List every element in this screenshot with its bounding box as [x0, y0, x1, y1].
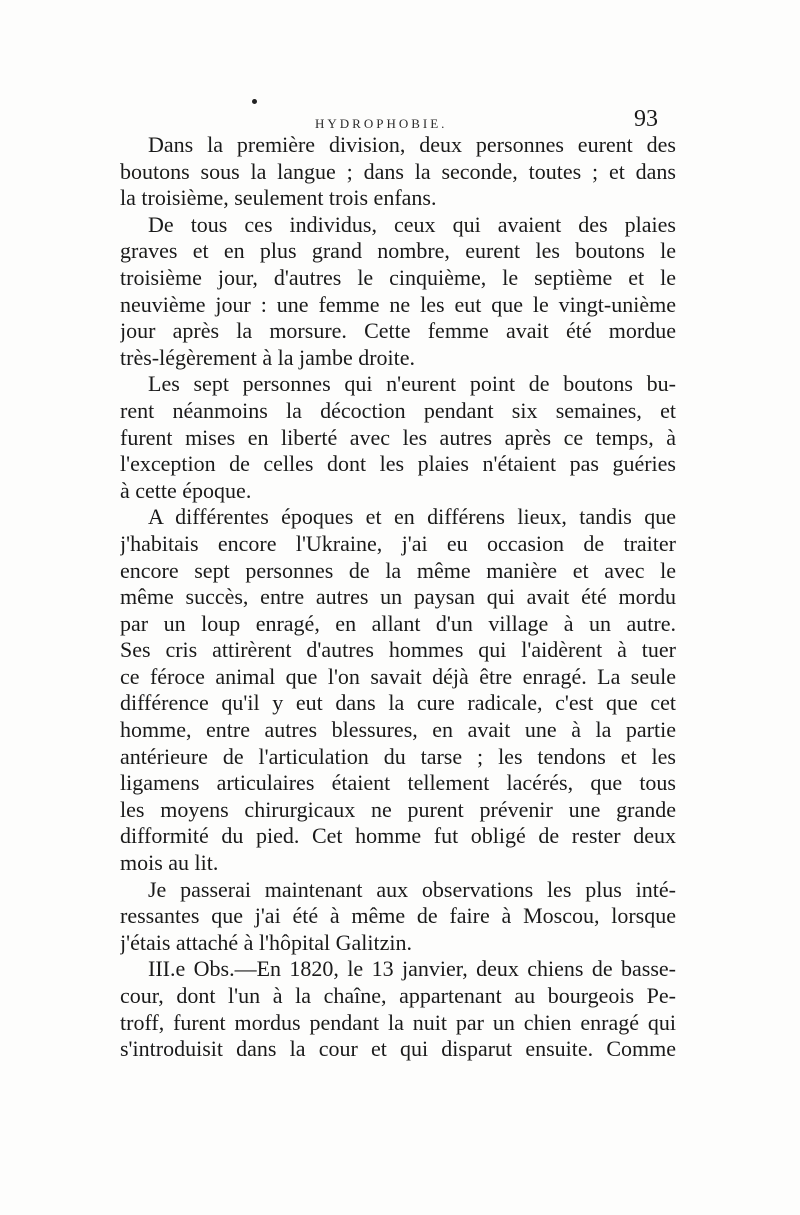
page-number: 93	[634, 106, 658, 132]
text-line: les moyens chirurgicaux ne purent prévenir une grande	[120, 796, 676, 822]
text-line: Les sept personnes qui n'eurent point de boutons bu-	[148, 371, 676, 397]
text-line: De tous ces individus, ceux qui avaient des plaies	[148, 211, 676, 237]
text-line: très-légèrement à la jambe droite.	[120, 344, 416, 370]
body-text	[120, 132, 676, 1063]
text-line: antérieure de l'articulation du tarse ; les tendons et les	[120, 743, 676, 769]
text-line: mois au lit.	[120, 850, 219, 876]
text-line: l'exception de celles dont les plaies n'étaient pas guéries	[120, 451, 676, 477]
text-line: j'habitais encore l'Ukraine, j'ai eu occasion de traiter	[120, 530, 676, 556]
text-line: ressantes que j'ai été à même de faire à Moscou, lorsque	[120, 903, 676, 929]
text-line: différence qu'il y eut dans la cure radicale, c'est que cet	[120, 690, 676, 716]
text-line: par un loup enragé, en allant d'un village à un autre.	[120, 610, 676, 636]
text-line: cour, dont l'un à la chaîne, appartenant au bourgeois Pe-	[120, 983, 676, 1008]
text-line: neuvième jour : une femme ne les eut que le vingt-unième	[120, 291, 676, 317]
ink-spot	[252, 99, 257, 104]
text-line: j'étais attaché à l'hôpital Galitzin.	[120, 929, 412, 955]
text-line: Dans la première division, deux personnes eurent des	[148, 132, 676, 157]
text-line: boutons sous la langue ; dans la seconde, toutes ; et dans	[120, 158, 676, 184]
text-line: graves et en plus grand nombre, eurent les boutons le	[120, 238, 676, 264]
text-line: jour après la morsure. Cette femme avait été mordue	[120, 318, 676, 344]
text-line: même succès, entre autres un paysan qui avait été mordu	[120, 584, 676, 610]
text-line: homme, entre autres blessures, en avait une à la partie	[120, 717, 676, 743]
text-line: troff, furent mordus pendant la nuit par un chien enragé qui	[120, 1009, 676, 1035]
text-line: A différentes époques et en différens lieux, tandis que	[148, 504, 676, 530]
text-line: furent mises en liberté avec les autres après ce temps, à	[120, 424, 676, 450]
text-line: III.e Obs.—En 1820, le 13 janvier, deux chiens de basse-	[148, 956, 676, 982]
text-line: rent néanmoins la décoction pendant six semaines, et	[120, 397, 676, 423]
text-line: ligamens articulaires étaient tellement lacérés, que tous	[120, 770, 676, 796]
text-line: encore sept personnes de la même manière et avec le	[120, 557, 676, 583]
text-line: Je passerai maintenant aux observations les plus inté-	[148, 876, 676, 902]
text-line: troisième jour, d'autres le cinquième, le septième et le	[120, 264, 676, 290]
text-line: Ses cris attirèrent d'autres hommes qui l'aidèrent à tuer	[120, 637, 676, 663]
text-line: s'introduisit dans la cour et qui disparut ensuite. Comme	[120, 1036, 676, 1062]
text-line: difformité du pied. Cet homme fut obligé de rester deux	[120, 823, 676, 849]
text-line: ce féroce animal que l'on savait déjà être enragé. La seule	[120, 663, 676, 689]
text-line: à cette époque.	[120, 477, 252, 503]
text-line: la troisième, seulement trois enfans.	[120, 185, 437, 211]
running-title: HYDROPHOBIE.	[315, 116, 448, 131]
